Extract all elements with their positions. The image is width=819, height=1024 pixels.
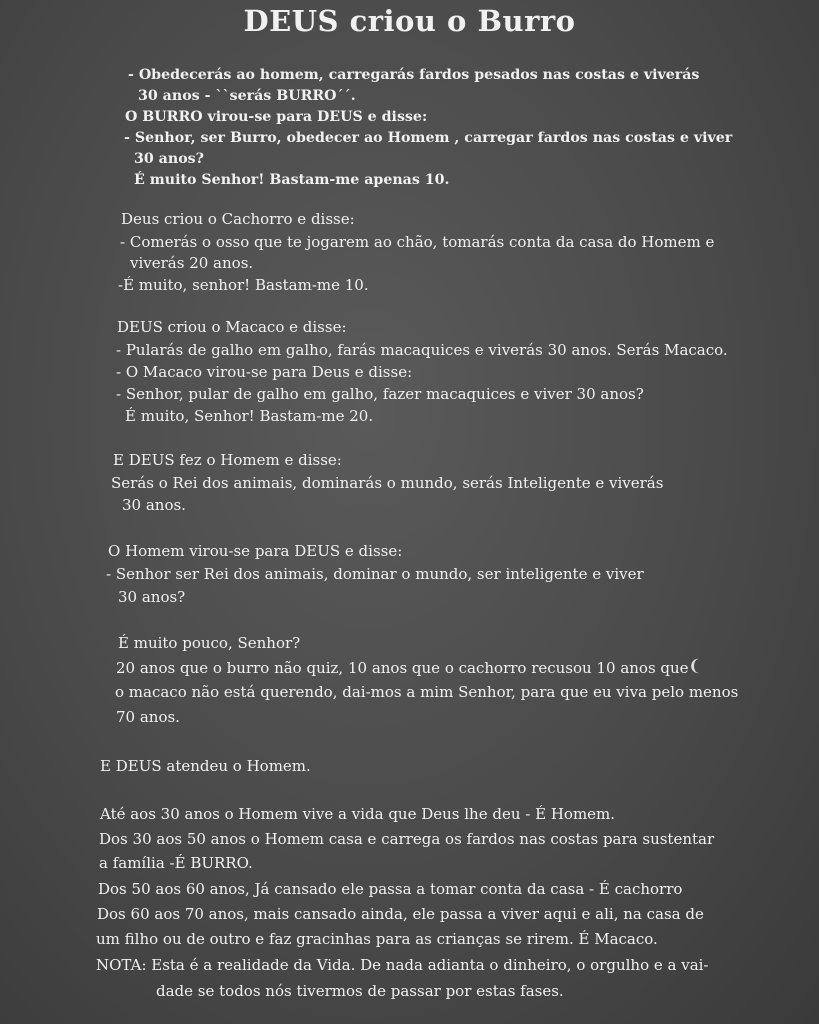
text-line: - O Macaco virou-se para Deus e disse: (116, 363, 413, 381)
text-line: Dos 60 aos 70 anos, mais cansado ainda, ele passa a viver aqui e ali, na casa de (97, 905, 704, 923)
text-line: O BURRO virou-se para DEUS e disse: (125, 109, 428, 125)
text-line: O Homem virou-se para DEUS e disse: (108, 542, 403, 560)
text-line: 30 anos. (122, 496, 186, 514)
text-line: Até aos 30 anos o Homem vive a vida que Deus lhe deu - É Homem. (100, 805, 616, 823)
text-line: dade se todos nós tivermos de passar por estas fases. (156, 982, 564, 1000)
text-line: Serás o Rei dos animais, dominarás o mundo, serás Inteligente e viverás (111, 474, 664, 492)
text-line: - Senhor, ser Burro, obedecer ao Homem , carregar fardos nas costas e viver (124, 130, 733, 146)
page-title: DEUS criou o Burro (243, 4, 576, 38)
text-line: Dos 30 aos 50 anos o Homem casa e carrega os fardos nas costas para sustentar (99, 830, 715, 848)
text-line: a família -É BURRO. (99, 854, 253, 872)
text-line: -É muito, senhor! Bastam-me 10. (118, 276, 369, 294)
text-line: 30 anos? (134, 151, 204, 167)
text-line: viverás 20 anos. (130, 254, 254, 272)
text-line: - Comerás o osso que te jogarem ao chão, tomarás conta da casa do Homem e (120, 233, 715, 251)
text-line: É muito pouco, Senhor? (118, 634, 301, 652)
text-line: E DEUS fez o Homem e disse: (113, 451, 342, 469)
text-line: É muito, Senhor! Bastam-me 20. (125, 407, 374, 425)
text-line: Dos 50 aos 60 anos, Já cansado ele passa a tomar conta da casa - É cachorro (98, 880, 683, 898)
text-line: 70 anos. (116, 708, 180, 726)
text-line: 30 anos? (118, 588, 186, 606)
text-line: um filho ou de outro e faz gracinhas para as crianças se rirem. É Macaco. (96, 930, 658, 948)
text-line: DEUS criou o Macaco e disse: (117, 318, 347, 336)
text-line: 30 anos - ``serás BURRO´´. (138, 88, 356, 104)
text-line: 20 anos que o burro não quiz, 10 anos que o cachorro recusou 10 anos que (116, 659, 689, 677)
text-line: - Senhor ser Rei dos animais, dominar o mundo, ser inteligente e viver (106, 565, 644, 583)
text-line: - Senhor, pular de galho em galho, fazer macaquices e viver 30 anos? (116, 385, 644, 403)
text-line: o macaco não está querendo, dai-mos a mim Senhor, para que eu viva pelo menos (115, 683, 739, 701)
ink-mark-icon: ❨ (688, 656, 702, 675)
text-line: É muito Senhor! Bastam-me apenas 10. (134, 172, 450, 188)
text-line: NOTA: Esta é a realidade da Vida. De nada adianta o dinheiro, o orgulho e a vai- (96, 956, 709, 974)
text-line: Deus criou o Cachorro e disse: (121, 210, 355, 228)
text-line: E DEUS atendeu o Homem. (100, 757, 311, 775)
text-line: - Pularás de galho em galho, farás macaquices e viverás 30 anos. Serás Macaco. (116, 341, 728, 359)
text-line: - Obedecerás ao homem, carregarás fardos pesados nas costas e viverás (128, 67, 700, 83)
